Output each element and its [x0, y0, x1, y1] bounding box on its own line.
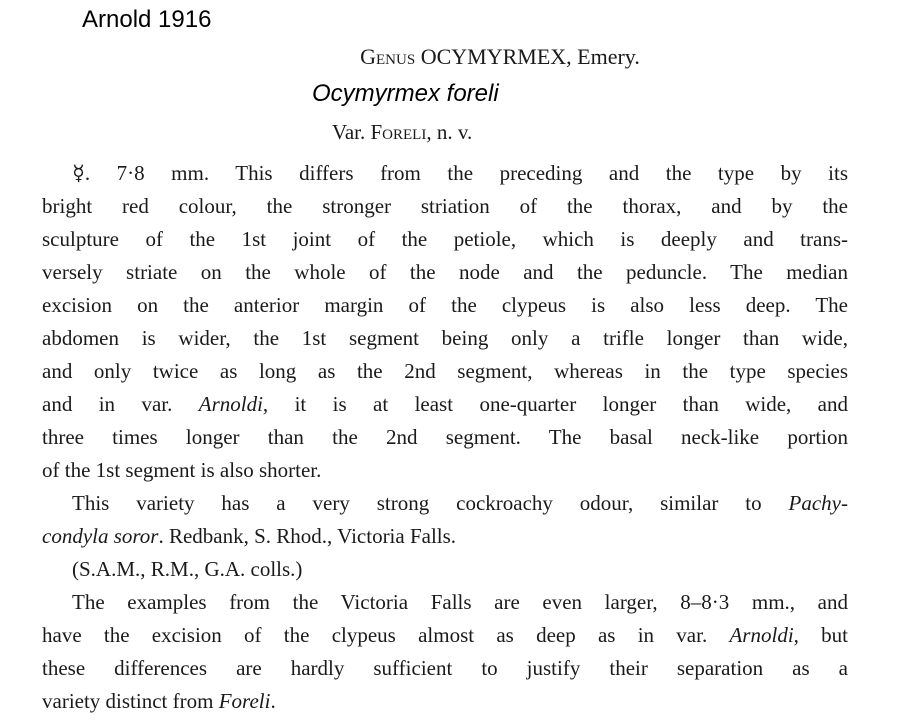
text-segment: This variety has a very strong cockroachy odour, similar to — [72, 491, 789, 515]
variety-name: Foreli — [370, 120, 427, 144]
variety-heading — [332, 120, 472, 145]
examples-line — [42, 655, 848, 681]
description-line — [72, 160, 848, 186]
italic-taxon: Arnoldi — [729, 623, 794, 647]
source-label: Arnold 1916 — [82, 6, 212, 33]
description-line — [42, 391, 848, 417]
text-segment: these differences are hardly sufficient to justify their separation as a — [42, 656, 848, 680]
text-segment: abdomen is wider, the 1st segment being only a trifle longer than wide, — [42, 326, 848, 350]
italic-taxon: Foreli — [218, 689, 271, 713]
italic-taxon: Arnoldi — [198, 392, 263, 416]
genus-prefix: Genus — [360, 44, 416, 69]
text-segment: and only twice as long as the 2nd segment, whereas in the type species — [42, 359, 848, 383]
italic-taxon: condyla soror — [42, 524, 159, 548]
text-segment: of the 1st segment is also shorter. — [42, 458, 322, 482]
text-segment: versely striate on the whole of the node and the peduncle. The median — [42, 260, 848, 284]
odour-line — [42, 523, 848, 549]
text-segment: bright red colour, the stronger striation of the thorax, and by the — [42, 194, 848, 218]
variety-suffix: , n. v. — [426, 120, 473, 144]
description-line — [42, 424, 848, 450]
description-line — [42, 358, 848, 384]
text-segment: . Redbank, S. Rhod., Victoria Falls. — [158, 524, 457, 548]
description-line — [42, 226, 848, 252]
collections-line: (S.A.M., R.M., G.A. colls.) — [72, 557, 303, 581]
text-segment: The examples from the Victoria Falls are even larger, 8–8·3 mm., and — [72, 590, 848, 614]
text-segment: excision on the anterior margin of the clypeus is also less deep. The — [42, 293, 848, 317]
genus-name: OCYMYRMEX, Emery. — [415, 44, 640, 69]
odour-line — [72, 490, 848, 516]
description-line — [42, 457, 848, 483]
variety-prefix: Var. — [332, 120, 371, 144]
italic-taxon: Pachy- — [788, 491, 848, 515]
description-line — [42, 325, 848, 351]
text-segment: three times longer than the 2nd segment. The basal neck-like portion — [42, 425, 848, 449]
text-segment: and in var. — [42, 392, 199, 416]
description-line — [42, 292, 848, 318]
description-line — [42, 259, 848, 285]
text-segment: , it is at least one-quarter longer than wide, and — [262, 392, 848, 416]
text-segment: . — [270, 689, 276, 713]
description-line — [42, 193, 848, 219]
text-segment: sculpture of the 1st joint of the petiole, which is deeply and trans- — [42, 227, 848, 251]
examples-line — [42, 688, 848, 714]
text-segment: , but — [793, 623, 848, 647]
text-segment: have the excision of the clypeus almost as deep as in var. — [42, 623, 730, 647]
examples-line — [42, 622, 848, 648]
genus-heading — [0, 44, 900, 70]
text-segment: variety distinct from — [42, 689, 219, 713]
text-segment: ☿. 7·8 mm. This differs from the preceding and the type by its — [72, 161, 848, 185]
examples-line — [72, 589, 848, 615]
species-name: Ocymyrmex foreli — [312, 80, 499, 107]
